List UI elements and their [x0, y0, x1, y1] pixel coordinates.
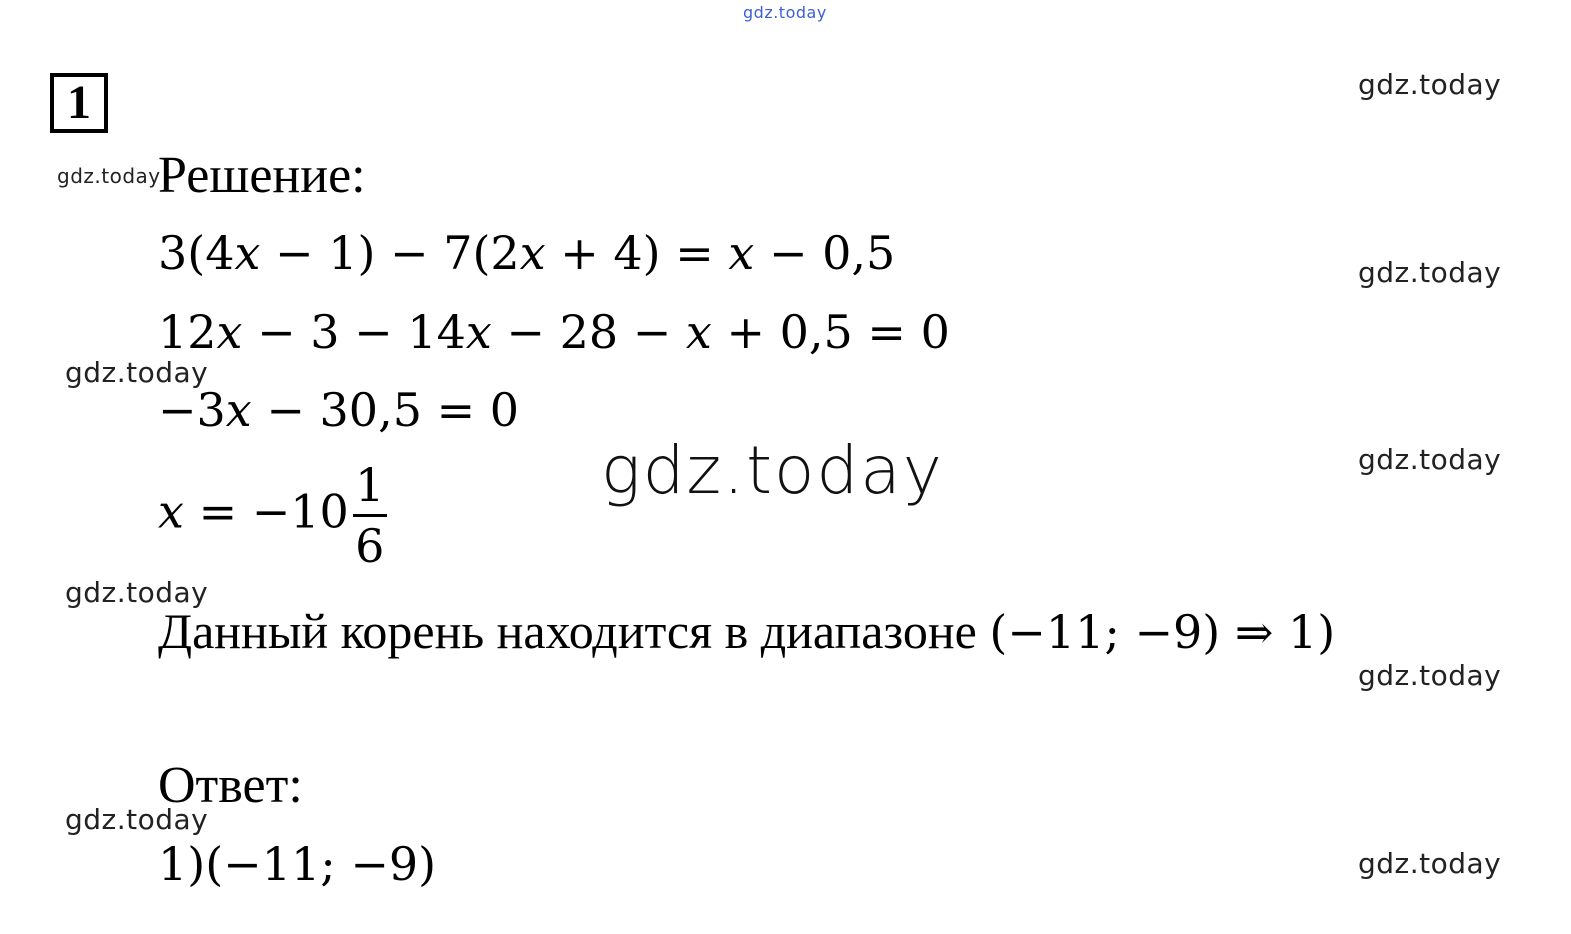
watermark: gdz.today [1358, 443, 1502, 476]
answer-value-text: 1)(−11; −9) [158, 837, 437, 891]
solution-heading: Решение: [158, 147, 366, 204]
watermark-large: gdz.today [601, 432, 944, 509]
watermark: gdz.today [57, 164, 161, 188]
watermark: gdz.today [1358, 68, 1502, 101]
watermark: gdz.today [65, 356, 209, 389]
watermark: gdz.today [1358, 256, 1502, 289]
equation-line-2: 12𝑥 − 3 − 14𝑥 − 28 − 𝑥 + 0,5 = 0 [158, 305, 950, 359]
equation-line-1: 3(4𝑥 − 1) − 7(2𝑥 + 4) = 𝑥 − 0,5 [158, 226, 896, 280]
fraction-bar [353, 514, 387, 517]
conclusion-math: (−11; −9) ⇒ 1) [989, 605, 1336, 659]
answer-heading: Ответ: [158, 757, 303, 814]
watermark-top: gdz.today [743, 3, 827, 22]
equation-line-3: −3𝑥 − 30,5 = 0 [158, 383, 520, 437]
watermark: gdz.today [1358, 847, 1502, 880]
task-number: 1 [67, 76, 91, 129]
equation-line-4-lhs: 𝑥 = −10 [158, 484, 349, 539]
answer-value [158, 837, 437, 891]
watermark: gdz.today [65, 576, 209, 609]
watermark: gdz.today [65, 803, 209, 836]
task-number-box [50, 73, 108, 133]
conclusion-text: Данный корень находится в диапазоне [158, 603, 990, 659]
conclusion-line [158, 603, 1336, 659]
equation-line-4 [158, 458, 387, 573]
watermark: gdz.today [1358, 659, 1502, 692]
fraction [353, 458, 387, 573]
fraction-numerator: 1 [355, 458, 385, 512]
fraction-denominator: 6 [355, 519, 385, 573]
